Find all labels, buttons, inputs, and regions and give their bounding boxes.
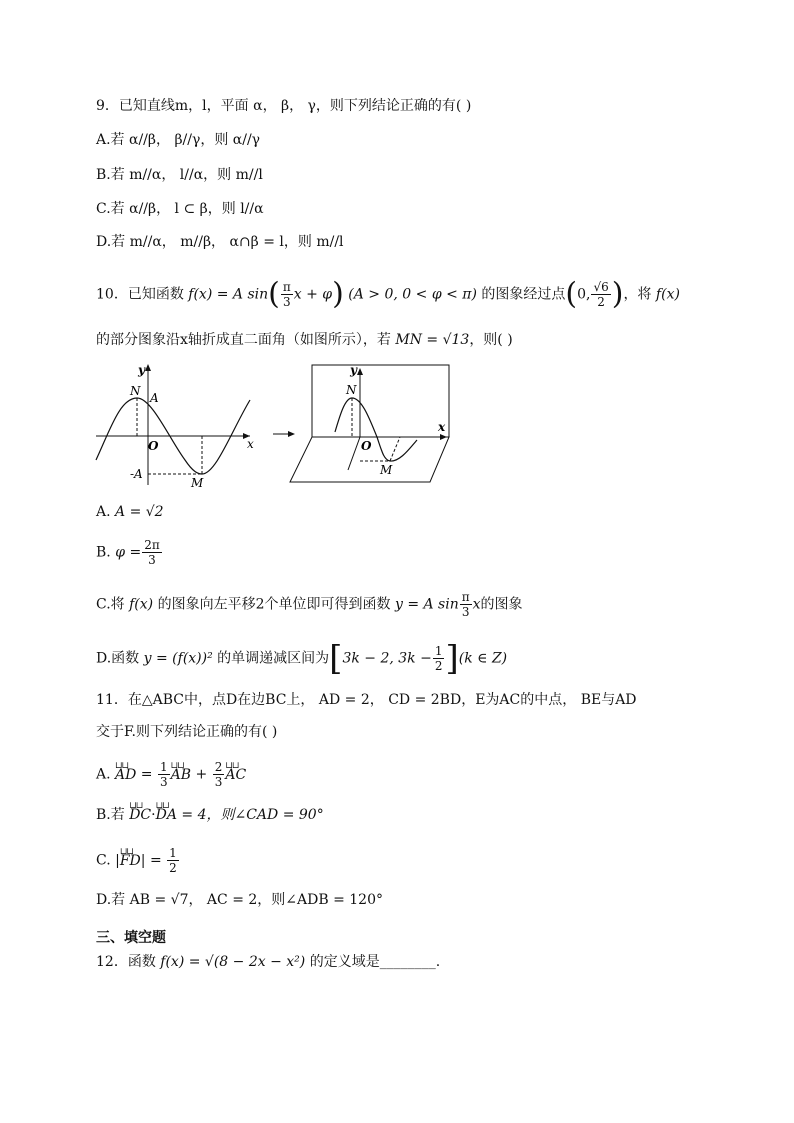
- right-sine-lower: [377, 437, 417, 461]
- q10-point-y: [591, 280, 610, 309]
- q10-option-b-frac: [142, 538, 162, 567]
- q12-prefix: 12．函数: [96, 954, 156, 970]
- q10-option-c-text3: 的图象: [480, 596, 523, 613]
- option-label: C.: [96, 852, 111, 869]
- frac-num: π: [282, 280, 291, 294]
- right-label-o: O: [361, 439, 372, 453]
- vector-da: ⊔⊔ DA: [156, 805, 177, 825]
- right-y-below: [348, 437, 360, 470]
- q12-expr: f(x) = √(8 − 2x − x²): [160, 954, 306, 970]
- q10-line2-a: 的部分图象沿x轴折成直二面角（如图所示），若: [96, 332, 391, 348]
- option-label: B.若: [96, 807, 125, 823]
- equals: =: [145, 852, 167, 869]
- left-label-x: x: [247, 437, 254, 451]
- q10-option-d-tail: (k ∈ Z): [458, 650, 508, 667]
- frac-den: 2: [169, 861, 177, 875]
- q10-option-b: [96, 538, 163, 567]
- q9-option-b: B.若 m//α， l//α，则 m//l: [96, 167, 263, 183]
- dot: ·: [151, 807, 156, 823]
- q10-option-d-interval: 3k − 2, 3k −: [342, 650, 432, 667]
- q9-option-d: D.若 m//α， m//β， α∩β = l，则 m//l: [96, 234, 344, 250]
- q11-stem-line1: 11．在△ABC中，点D在边BC上， AD = 2， CD = 2BD，E为AC的中点， BE与AD: [96, 692, 637, 708]
- paren-open: (: [268, 276, 280, 312]
- q10-prefix: 10．已知函数: [96, 286, 184, 303]
- frac-one-half: [167, 846, 179, 875]
- left-label-m: M: [191, 476, 204, 490]
- vector-ac: ⊔⊔ AC: [225, 765, 246, 785]
- q11-option-d: D.若 AB = √7， AC = 2，则∠ADB = 120°: [96, 892, 383, 908]
- q10-option-c-text2: 的图象向左平移2个单位即可得到函数: [157, 596, 391, 613]
- q10-option-a: [96, 502, 164, 522]
- right-m-dashed-2: [390, 437, 400, 461]
- q10-option-c-x: x: [472, 596, 481, 613]
- left-label-neg-a: -A: [130, 467, 143, 481]
- frac-den: 3: [461, 605, 470, 619]
- q10-option-d-expr: y = (f(x))²: [143, 650, 218, 667]
- frac-two-thirds: [213, 760, 225, 789]
- q10-stem-line2: [96, 330, 513, 350]
- frac-num: √6: [593, 280, 609, 294]
- q10-option-d: [96, 638, 508, 679]
- fold-arrow-head: [288, 431, 295, 437]
- left-y-arrow: [145, 364, 151, 371]
- q9-stem: 9．已知直线m，l，平面 α， β， γ，则下列结论正确的有( ): [96, 98, 472, 114]
- option-label: A.: [96, 766, 111, 783]
- frac-num: 2π: [144, 538, 160, 552]
- section-title: 三、填空题: [96, 930, 166, 946]
- vector-dc: ⊔⊔ DC: [129, 805, 151, 825]
- q12: [96, 952, 440, 972]
- q9-option-c: C.若 α//β， l ⊂ β，则 l//α: [96, 201, 264, 217]
- q10-figure: [90, 360, 460, 490]
- paren-open: (: [565, 276, 578, 312]
- frac-num: 1: [434, 644, 443, 658]
- vector-fd: ⊔⊔ FD: [120, 851, 141, 871]
- right-x-arrow: [440, 434, 447, 440]
- paren-close: ): [332, 276, 344, 312]
- frac-num: 1: [169, 846, 177, 860]
- q10-condition: (A > 0, 0 < φ < π): [348, 286, 477, 303]
- frac-den: 2: [434, 659, 443, 673]
- left-label-n: N: [130, 384, 141, 398]
- frac-den: 3: [160, 775, 168, 789]
- right-y-arrow: [357, 368, 363, 375]
- q10-option-c-text1: C.将: [96, 596, 125, 613]
- q10-option-d-text2: 的单调递减区间为: [217, 650, 330, 667]
- q10-line2-b: ，则( ): [469, 332, 513, 348]
- q10-option-c-expr: y = A sin: [394, 596, 459, 613]
- q10-option-c-fx: f(x): [129, 596, 154, 613]
- q10-figure-left: [96, 363, 254, 490]
- q10-fx: f(x): [655, 286, 680, 303]
- q10-option-b-lhs: φ =: [115, 544, 142, 561]
- q10-stem-line1: [96, 276, 680, 312]
- q11-option-b-rest: = 4，则∠CAD = 90°: [176, 807, 324, 823]
- frac-num: 1: [160, 760, 168, 774]
- q10-func-rest: x + φ: [293, 286, 333, 303]
- q11-option-c: [96, 846, 180, 875]
- right-vertical-plane: [312, 365, 449, 437]
- left-label-y: y: [138, 363, 145, 377]
- frac-one-third: [158, 760, 170, 789]
- right-label-n: N: [346, 383, 357, 397]
- q10-point-x: 0,: [577, 286, 591, 303]
- q10-option-d-text1: D.函数: [96, 650, 140, 667]
- frac-num: 2: [214, 760, 223, 774]
- option-label: A.: [96, 504, 111, 520]
- q10-mn: MN = √13: [395, 332, 470, 348]
- frac-den: 3: [214, 775, 223, 789]
- q11-stem-line2: 交于F.则下列结论正确的有( ): [96, 724, 278, 740]
- right-sine-upper: [335, 398, 377, 437]
- bracket-open: [: [329, 638, 343, 679]
- right-label-m: M: [380, 463, 393, 477]
- frac-den: 3: [283, 295, 291, 309]
- vector-ad: ⊔⊔ AD: [115, 765, 136, 785]
- abs-bar: |: [140, 852, 146, 869]
- q10-option-c: [96, 590, 523, 619]
- left-label-o: O: [148, 439, 159, 453]
- left-label-a: A: [150, 391, 159, 405]
- equals: =: [136, 766, 157, 783]
- q11-option-b: [96, 805, 324, 825]
- bracket-close: ]: [445, 638, 459, 679]
- option-label: B.: [96, 544, 111, 561]
- paren-close: ): [611, 276, 624, 312]
- q10-mid-text: 的图象经过点: [481, 286, 566, 303]
- frac-num: π: [461, 590, 470, 604]
- q10-option-d-frac: [433, 644, 445, 673]
- right-label-x: x: [438, 420, 446, 434]
- abs-bar: |: [115, 852, 120, 869]
- q10-pi-over-3: [281, 280, 293, 309]
- plus: +: [191, 766, 212, 783]
- q12-suffix: 的定义域是________.: [309, 954, 441, 970]
- q10-option-a-expr: A = √2: [115, 504, 164, 520]
- q11-option-a: [96, 760, 246, 789]
- frac-den: 3: [148, 553, 156, 567]
- right-label-y: y: [350, 363, 357, 377]
- q9-option-a: A.若 α//β， β//γ，则 α//γ: [96, 132, 261, 148]
- q10-option-c-frac: [460, 590, 472, 619]
- frac-den: 2: [597, 295, 605, 309]
- q10-after-point: ，将: [623, 286, 652, 303]
- q10-figure-right: [290, 363, 449, 482]
- vector-ab: ⊔⊔ AB: [171, 765, 191, 785]
- q10-func-lhs: f(x) = A sin: [188, 286, 269, 303]
